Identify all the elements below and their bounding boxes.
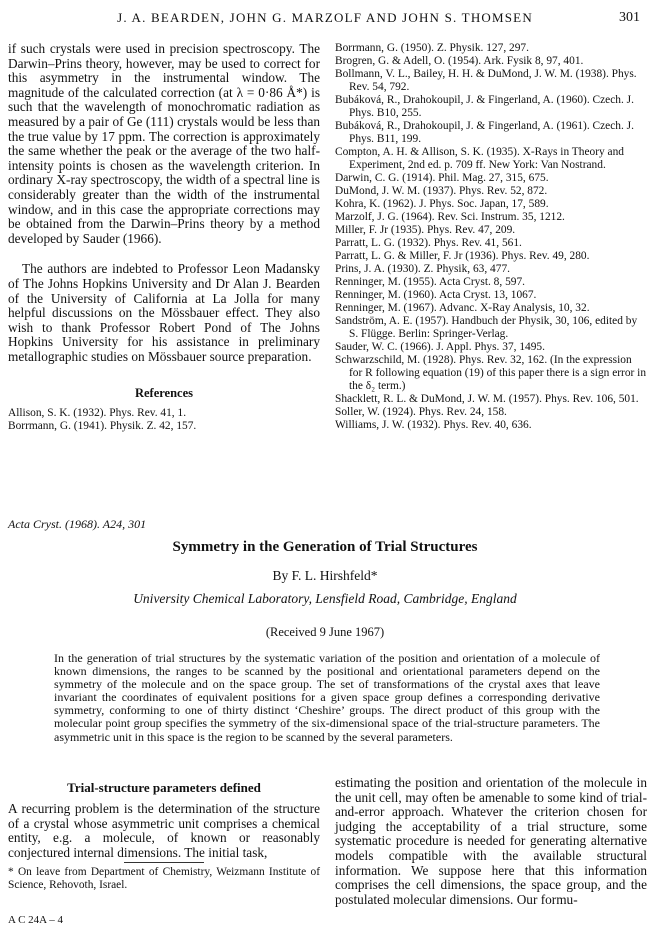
author-line: By F. L. Hirshfeld* (272, 568, 378, 583)
reference-item: Borrmann, G. (1950). Z. Physik. 127, 297. (335, 42, 529, 54)
right-column-references (335, 42, 647, 432)
reference-item: Bubáková, R., Drahokoupil, J. & Fingerland, A. (1960). Czech. J. Phys. B10, 255. (335, 94, 634, 119)
reference-item: Shacklett, R. L. & DuMond, J. W. M. (1957). Phys. Rev. 106, 501. (335, 393, 639, 405)
reference-item: Darwin, C. G. (1914). Phil. Mag. 27, 315, 675. (335, 172, 549, 184)
reference-item: Allison, S. K. (1932). Phys. Rev. 41, 1. (8, 407, 187, 420)
article-title: Symmetry in the Generation of Trial Structures (172, 539, 478, 555)
reference-item: Kohra, K. (1962). J. Phys. Soc. Japan, 17, 589. (335, 198, 549, 210)
reference-item: Marzolf, J. G. (1964). Rev. Sci. Instrum. 35, 1212. (335, 211, 565, 223)
abstract: In the generation of trial structures by the systematic variation of the position and orientation of a molecule of known dimensions, the ranges to be scanned by the positional and orientational parameters depend on the symmetry of the molecule and on the space group. The set of transformations of the crystal axes that leave invariant the coordinates of equivalent positions for a given space group defines a corresponding derivative symmetry, conforming to one of thirty distinct ‘Cheshire’ groups. The direct product of this group with the molecular point group specifies the symmetry of the six-dimensional space of the trial-structure parameters. The asymmetric unit in this space is the region to be scanned by the several parameters. (54, 651, 600, 744)
affiliation: University Chemical Laboratory, Lensfield Road, Cambridge, England (133, 591, 517, 606)
right-reference-list (335, 42, 647, 432)
reference-item: Compton, A. H. & Allison, S. K. (1935). X-Rays in Theory and Experiment, 2nd ed. p. 709 ff. New York: Van Nostrand. (335, 146, 624, 171)
reference-item: Miller, F. Jr (1935). Phys. Rev. 47, 209. (335, 224, 516, 236)
left-column (8, 42, 320, 433)
reference-item: Schwarzschild, M. (1928). Phys. Rev. 32, 162. (In the expression for R following equation (19) of this paper there is a sign error in the δ₂ term.) (335, 354, 647, 392)
reference-item: Parratt, L. G. & Miller, F. Jr (1936). Phys. Rev. 49, 280. (335, 250, 590, 262)
journal-citation-line: Acta Cryst. (1968). A24, 301 (8, 517, 147, 531)
reference-item: Renninger, M. (1960). Acta Cryst. 13, 1067. (335, 289, 537, 301)
signature-mark: A C 24A – 4 (8, 914, 64, 926)
acknowledgement-paragraph: The authors are indebted to Professor Leon Madansky of The Johns Hopkins University and Dr Alan J. Bearden of the University of California at La Jolla for many helpful discussions on the Mössbauer effect. They also wish to thank Professor Robert Pond of The Johns Hopkins University for his assistance in preliminary metallographic studies on Mössbauer source preparation. (8, 261, 320, 364)
body-text-right: estimating the position and orientation of the molecule in the unit cell, may often be amenable to some kind of trial-and-error approach. Whatever the criterion chosen for judging the acceptability of a trial structure, some systematic procedure is needed for generating alternative models compatible with the available structural information. We suppose here that this information comprises the cell dimensions, the space group, and the postulated molecular dimensions. Our formu- (335, 775, 647, 907)
reference-item: Bollmann, V. L., Bailey, H. H. & DuMond, J. W. M. (1938). Phys. Rev. 54, 792. (335, 68, 637, 93)
reference-item: Soller, W. (1924). Phys. Rev. 24, 158. (335, 406, 507, 418)
footnote: * On leave from Department of Chemistry, Weizmann Institute of Science, Rehovoth, Israel. (8, 866, 320, 891)
reference-item: Renninger, M. (1967). Advanc. X-Ray Analysis, 10, 32. (335, 302, 590, 314)
reference-item: Renninger, M. (1955). Acta Cryst. 8, 597. (335, 276, 525, 288)
left-reference-list (8, 407, 320, 433)
reference-item: DuMond, J. W. M. (1937). Phys. Rev. 52, 872. (335, 185, 548, 197)
reference-item: Bubáková, R., Drahokoupil, J. & Fingerland, A. (1961). Czech. J. Phys. B11, 199. (335, 120, 634, 145)
body-text-left: A recurring problem is the determination of the structure of a crystal whose asymmetric unit comprises a chemical entity, e.g. a molecule, of known or reasonably conjectured internal dimensions. The initial task, (8, 801, 320, 860)
reference-item: Prins, J. A. (1930). Z. Physik, 63, 477. (335, 263, 510, 275)
reference-item: Parratt, L. G. (1932). Phys. Rev. 41, 561. (335, 237, 522, 249)
reference-item: Sandström, A. E. (1957). Handbuch der Physik, 30, 106, edited by S. Flügge. Berlin: Springer-Verlag. (335, 315, 638, 340)
running-head: J. A. BEARDEN, JOHN G. MARZOLF AND JOHN S. THOMSEN (117, 10, 533, 25)
reference-item: Sauder, W. C. (1966). J. Appl. Phys. 37, 1495. (335, 341, 545, 353)
section-heading: Trial-structure parameters defined (67, 780, 261, 795)
reference-item: Brogren, G. & Adell, O. (1954). Ark. Fysik 8, 97, 401. (335, 55, 584, 67)
page-number: 301 (619, 10, 640, 25)
left-paragraph-1: if such crystals were used in precision spectroscopy. The Darwin–Prins theory, however, may be used to correct for this asymmetry in the instrumental window. The magnitude of the calculated correction (at λ = 0·86 Å*) is such that the wavelength of monochromatic radiation as measured by a pair of Ge (111) crystals would be less than the true value by 17 ppm. The correction is approximately the same whether the peak or the average of the two half-intensity points is chosen as the wavelength criterion. In ordinary X-ray spectroscopy, the width of a spectral line is considerably greater than the width of the instrumental window, and in this case the appropriate corrections may be obtained from the Darwin–Prins theory by a method developed by Sauder (1966). (8, 41, 320, 246)
footnote-divider (124, 862, 204, 863)
references-heading: References (134, 386, 194, 401)
reference-item: Borrmann, G. (1941). Physik. Z. 42, 157. (8, 420, 197, 433)
received-date: (Received 9 June 1967) (265, 625, 385, 639)
reference-item: Williams, J. W. (1932). Phys. Rev. 40, 636. (335, 419, 532, 431)
